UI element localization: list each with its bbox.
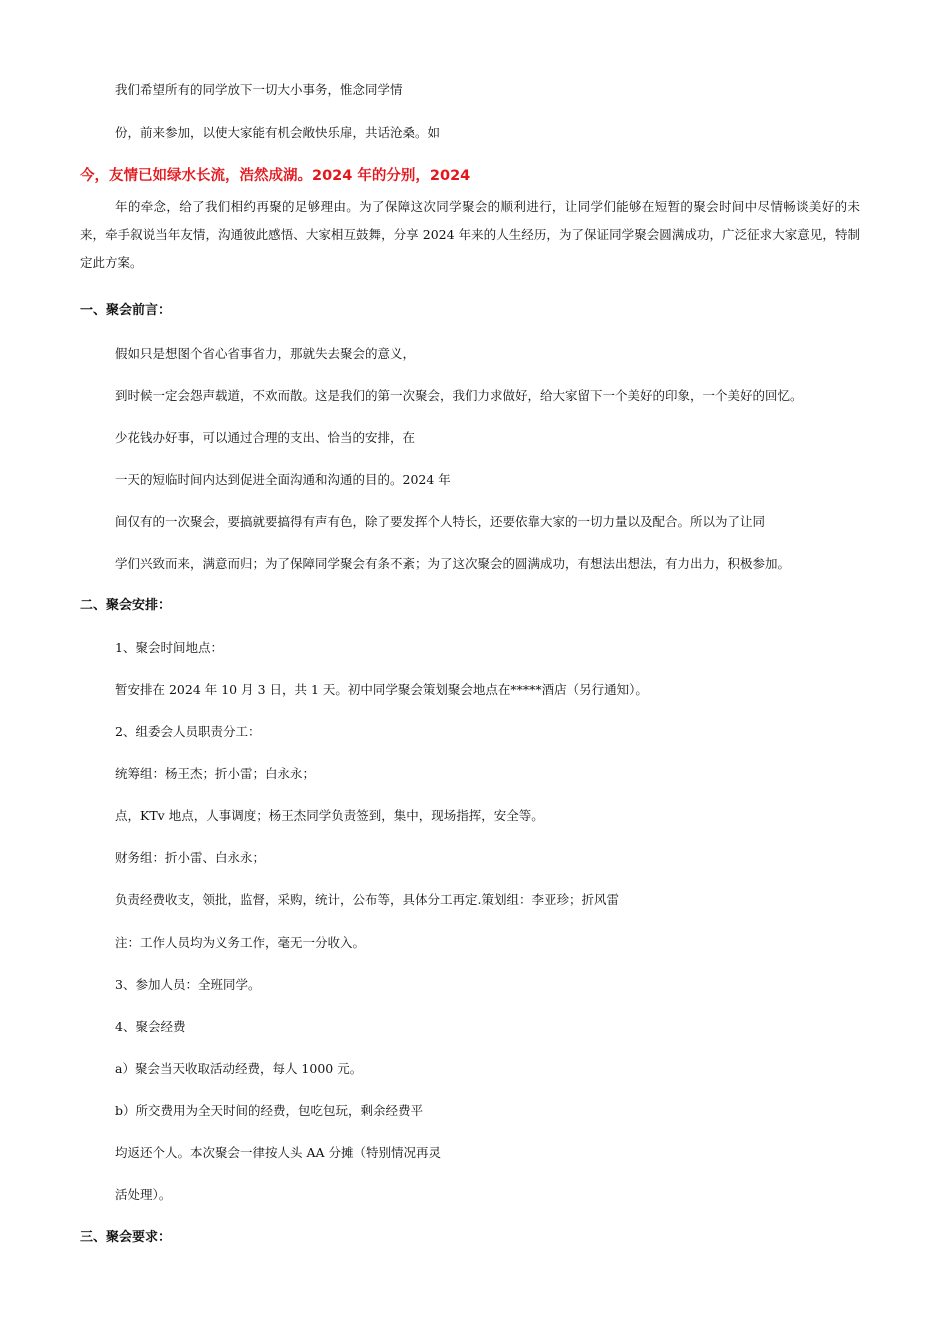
section-2-line: 1、聚会时间地点：	[115, 640, 223, 655]
section-2-line: 负责经费收支，领批，监督，采购，统计，公布等，具体分工再定.策划组：李亚珍；折风雷	[115, 892, 619, 907]
section-3-heading: 三、聚会要求：	[80, 1230, 172, 1245]
intro-line-1: 我们希望所有的同学放下一切大小事务，惟念同学情	[115, 82, 403, 97]
section-1-line: 间仅有的一次聚会，要搞就要搞得有声有色，除了要发挥个人特长，还要依靠大家的一切力量以及配合。所以为了让同	[115, 514, 766, 529]
section-1-line: 假如只是想图个省心省事省力，那就失去聚会的意义，	[115, 346, 416, 361]
section-2-line: 财务组：折小雷、白永永；	[115, 850, 266, 865]
section-2-line: 暂安排在 2024 年 10 月 3 日，共 1 天。初中同学聚会策划聚会地点在*****酒店（另行通知）。	[115, 682, 648, 697]
section-2-line: b）所交费用为全天时间的经费，包吃包玩，剩余经费平	[115, 1103, 424, 1118]
section-2-line: 2、组委会人员职责分工：	[115, 724, 261, 739]
section-2-heading: 二、聚会安排：	[80, 598, 172, 613]
section-1-line: 到时候一定会怨声载道，不欢而散。这是我们的第一次聚会，我们力求做好，给大家留下一个美好的印象，一个美好的回忆。	[115, 388, 803, 403]
intro-line-2: 份，前来参加，以使大家能有机会敞快乐扉，共话沧桑。如	[115, 125, 441, 140]
section-2-line: 均返还个人。本次聚会一律按人头 AA 分摊（特别情况再灵	[115, 1145, 442, 1160]
section-2-line: 统筹组：杨王杰；折小雷；白永永；	[115, 766, 316, 781]
highlight-line: 今，友情已如绿水长流，浩然成湖。2024 年的分别，2024	[80, 168, 471, 184]
intro-paragraph: 年的牵念，给了我们相约再聚的足够理由。为了保障这次同学聚会的顺利进行，让同学们能够在短暂的聚会时间中尽情畅谈美好的未来，牵手叙说当年友情，沟通彼此感悟、大家相互鼓舞，分享 2024 年来的人生经历，为了保证同学聚会圆满成功，广泛征求大家意见，特制定此方案。	[80, 199, 860, 270]
section-2-line: 3、参加人员：全班同学。	[115, 977, 261, 992]
section-2-line: 注：工作人员均为义务工作，毫无一分收入。	[115, 935, 366, 950]
section-2-line: a）聚会当天收取活动经费，每人 1000 元。	[115, 1061, 363, 1076]
section-2-line: 点，KTv 地点，人事调度；杨王杰同学负责签到，集中，现场指挥，安全等。	[115, 808, 544, 823]
section-1-line: 学们兴致而来，满意而归；为了保障同学聚会有条不紊；为了这次聚会的圆满成功，有想法出想法，有力出力，积极参加。	[115, 556, 791, 571]
section-1-line: 少花钱办好事，可以通过合理的支出、恰当的安排，在	[115, 430, 416, 445]
section-1-line: 一天的短临时间内达到促进全面沟通和沟通的目的。2024 年	[115, 472, 451, 487]
section-1-heading: 一、聚会前言：	[80, 303, 172, 318]
section-2-line: 活处理）。	[115, 1187, 172, 1202]
section-2-line: 4、聚会经费	[115, 1019, 186, 1034]
